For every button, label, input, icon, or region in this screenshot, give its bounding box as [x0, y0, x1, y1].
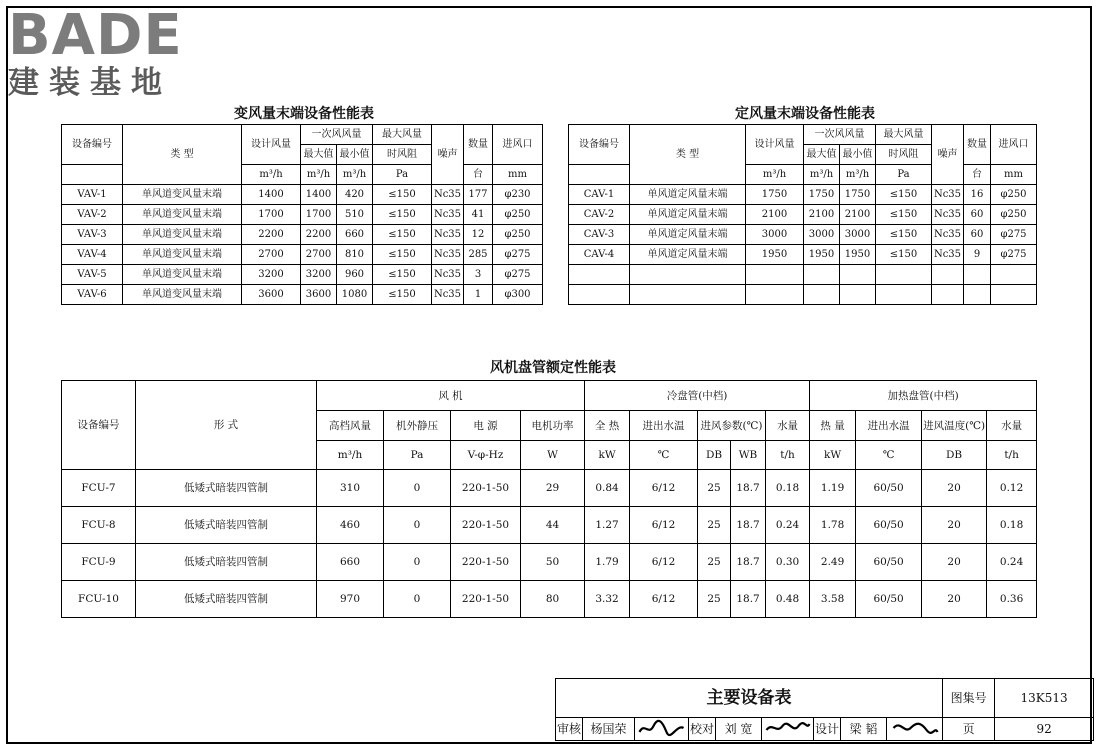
reviewer-signature — [635, 718, 689, 741]
table-cell: 单风道定风量末端 — [630, 245, 746, 265]
header-min-val: 最小值 — [840, 145, 876, 165]
table-cell: 460 — [317, 507, 384, 544]
table-cell: DB — [922, 441, 987, 470]
table-cell: φ230 — [493, 185, 543, 205]
table-cell: 0 — [384, 581, 451, 618]
table-cell: 1950 — [746, 245, 804, 265]
table-cell: ≤150 — [373, 245, 432, 265]
table-row — [569, 205, 1037, 225]
header-equip-no: 设备编号 — [62, 381, 136, 470]
table-cell: φ275 — [991, 225, 1037, 245]
table-cell: φ250 — [991, 185, 1037, 205]
table-cell: 29 — [521, 470, 585, 507]
header-water-temp: 进出水温 — [630, 411, 698, 441]
table-cell: V-φ-Hz — [451, 441, 521, 470]
table-row — [62, 544, 1037, 581]
table-cell: VAV-2 — [62, 205, 123, 225]
header-max-resist-1: 最大风量 — [373, 125, 432, 145]
table-cell: 60 — [964, 225, 991, 245]
table-cell: 3.32 — [585, 581, 630, 618]
table-cell: 单风道定风量末端 — [630, 205, 746, 225]
fcu-table-title: 风机盘管额定性能表 — [490, 360, 616, 376]
table-cell: 310 — [317, 470, 384, 507]
table-row — [569, 265, 1037, 285]
header-max-val: 最大值 — [301, 145, 337, 165]
table-cell: VAV-4 — [62, 245, 123, 265]
table-cell: φ300 — [493, 285, 543, 305]
table-cell: Nc35 — [432, 245, 464, 265]
table-cell: 1400 — [301, 185, 337, 205]
header-type: 类 型 — [123, 125, 242, 185]
table-cell: 0.18 — [766, 470, 810, 507]
atlas-label: 图集号 — [943, 679, 995, 718]
header-total-heat: 全 热 — [585, 411, 630, 441]
table-cell: 80 — [521, 581, 585, 618]
table-cell: 220-1-50 — [451, 470, 521, 507]
table-cell: 0.12 — [987, 470, 1037, 507]
header-ext-static: 机外静压 — [384, 411, 451, 441]
table-cell: 6/12 — [630, 544, 698, 581]
table-cell: 3000 — [746, 225, 804, 245]
table-cell: 3.58 — [810, 581, 856, 618]
checker-signature — [762, 718, 814, 741]
table-cell: 3600 — [301, 285, 337, 305]
table-cell: ≤150 — [373, 205, 432, 225]
table-cell: 285 — [464, 245, 493, 265]
table-cell: Pa — [384, 441, 451, 470]
table-cell: 低矮式暗装四管制 — [136, 470, 317, 507]
header-fan: 风 机 — [317, 381, 585, 411]
vav-table-title: 变风量末端设备性能表 — [234, 106, 374, 122]
header-max-val: 最大值 — [804, 145, 840, 165]
header-motor-power: 电机功率 — [521, 411, 585, 441]
header-noise: 噪声 — [432, 125, 464, 185]
table-cell: 20 — [922, 581, 987, 618]
table-cell: 1 — [464, 285, 493, 305]
table-cell: φ275 — [493, 245, 543, 265]
table-cell: 单风道变风量末端 — [123, 185, 242, 205]
table-cell: φ250 — [991, 205, 1037, 225]
table-cell: 60/50 — [856, 470, 922, 507]
header-heat-qty: 热 量 — [810, 411, 856, 441]
table-cell: 单风道变风量末端 — [123, 285, 242, 305]
table-cell: Nc35 — [932, 225, 964, 245]
table-cell: φ275 — [991, 245, 1037, 265]
table-cell: 2700 — [301, 245, 337, 265]
table-cell: Nc35 — [932, 205, 964, 225]
page-number: 92 — [995, 718, 1094, 741]
table-cell: 0.24 — [766, 507, 810, 544]
table-cell: 16 — [964, 185, 991, 205]
table-cell: 1700 — [242, 205, 301, 225]
review-label: 审核 — [556, 718, 583, 741]
table-cell: 0.30 — [766, 544, 810, 581]
table-cell: 0.36 — [987, 581, 1037, 618]
title-block — [555, 678, 1094, 741]
header-primary-air: 一次风风量 — [804, 125, 876, 145]
table-cell: 44 — [521, 507, 585, 544]
table-cell: 220-1-50 — [451, 544, 521, 581]
table-cell: 3600 — [242, 285, 301, 305]
unit-design-air: m³/h — [746, 165, 804, 185]
header-type: 类 型 — [630, 125, 746, 185]
table-row — [62, 265, 543, 285]
table-cell: 单风道变风量末端 — [123, 205, 242, 225]
table-cell: 0.18 — [987, 507, 1037, 544]
table-cell: 660 — [337, 225, 373, 245]
header-qty: 数量 — [964, 125, 991, 165]
table-cell: 25 — [698, 507, 731, 544]
table-cell: 60 — [964, 205, 991, 225]
table-cell: CAV-2 — [569, 205, 630, 225]
table-cell: VAV-1 — [62, 185, 123, 205]
unit-qty: 台 — [964, 165, 991, 185]
cav-table-title: 定风量末端设备性能表 — [735, 106, 875, 122]
table-row — [569, 225, 1037, 245]
table-cell: 60/50 — [856, 544, 922, 581]
unit-max-val: m³/h — [804, 165, 840, 185]
logo — [8, 3, 216, 104]
table-cell: 0 — [384, 544, 451, 581]
header-high-air: 高档风量 — [317, 411, 384, 441]
table-cell: φ250 — [493, 205, 543, 225]
header-power-supply: 电 源 — [451, 411, 521, 441]
table-cell: 0 — [384, 470, 451, 507]
logo-subtitle: 建装基地 — [8, 65, 172, 101]
table-cell: φ250 — [493, 225, 543, 245]
table-cell: ≤150 — [876, 245, 932, 265]
header-design-air: 设计风量 — [242, 125, 301, 165]
table-cell: 低矮式暗装四管制 — [136, 544, 317, 581]
table-cell: 20 — [922, 507, 987, 544]
table-cell: 18.7 — [731, 544, 766, 581]
header-qty: 数量 — [464, 125, 493, 165]
table-cell: 2700 — [242, 245, 301, 265]
table-cell: 1080 — [337, 285, 373, 305]
header-heat-water-temp: 进出水温 — [856, 411, 922, 441]
checker-name: 刘 宽 — [716, 718, 762, 741]
table-cell: 25 — [698, 581, 731, 618]
table-row — [62, 470, 1037, 507]
table-cell: 2100 — [840, 205, 876, 225]
table-row — [62, 185, 543, 205]
table-cell: ℃ — [630, 441, 698, 470]
table-cell: 1400 — [242, 185, 301, 205]
table-row — [62, 507, 1037, 544]
table-cell: 1.78 — [810, 507, 856, 544]
table-cell: Nc35 — [432, 285, 464, 305]
table-cell: VAV-6 — [62, 285, 123, 305]
table-cell: 3200 — [242, 265, 301, 285]
table-cell: kW — [810, 441, 856, 470]
table-cell: 3 — [464, 265, 493, 285]
table-cell: 960 — [337, 265, 373, 285]
table-cell: 25 — [698, 544, 731, 581]
table-cell: 低矮式暗装四管制 — [136, 581, 317, 618]
header-inlet: 进风口 — [493, 125, 543, 165]
table-cell: FCU-10 — [62, 581, 136, 618]
table-cell: WB — [731, 441, 766, 470]
header-max-resist-2: 时风阻 — [373, 145, 432, 165]
unit-qty: 台 — [464, 165, 493, 185]
table-cell: 510 — [337, 205, 373, 225]
table-row — [62, 581, 1037, 618]
table-cell: W — [521, 441, 585, 470]
vav-table — [61, 124, 543, 305]
table-cell: 1700 — [301, 205, 337, 225]
table-cell: CAV-4 — [569, 245, 630, 265]
table-cell: VAV-3 — [62, 225, 123, 245]
table-row — [62, 225, 543, 245]
table-cell: 1.27 — [585, 507, 630, 544]
table-cell: 单风道变风量末端 — [123, 225, 242, 245]
table-cell: 3000 — [804, 225, 840, 245]
check-label: 校对 — [689, 718, 716, 741]
table-cell: FCU-9 — [62, 544, 136, 581]
table-cell: ≤150 — [876, 225, 932, 245]
unit-min-val: m³/h — [840, 165, 876, 185]
header-inlet-air: 进风参数(℃) — [698, 411, 766, 441]
page-label: 页 — [943, 718, 995, 741]
header-equip-no: 设备编号 — [62, 125, 123, 165]
table-cell: 0.24 — [987, 544, 1037, 581]
table-row — [62, 205, 543, 225]
table-cell: 660 — [317, 544, 384, 581]
table-cell: 2200 — [242, 225, 301, 245]
table-row — [569, 245, 1037, 265]
table-cell: 1750 — [804, 185, 840, 205]
table-cell: 单风道定风量末端 — [630, 185, 746, 205]
table-cell: DB — [698, 441, 731, 470]
table-cell: ≤150 — [373, 185, 432, 205]
table-cell: 2.49 — [810, 544, 856, 581]
table-cell: 60/50 — [856, 581, 922, 618]
table-cell: 25 — [698, 470, 731, 507]
table-cell: FCU-7 — [62, 470, 136, 507]
table-cell: 9 — [964, 245, 991, 265]
table-cell: 1950 — [804, 245, 840, 265]
table-cell: CAV-3 — [569, 225, 630, 245]
table-cell: 20 — [922, 544, 987, 581]
designer-name: 梁 韬 — [841, 718, 887, 741]
header-form: 形 式 — [136, 381, 317, 470]
table-cell: 220-1-50 — [451, 507, 521, 544]
table-cell: 2100 — [804, 205, 840, 225]
table-cell: 单风道定风量末端 — [630, 225, 746, 245]
table-cell: 单风道变风量末端 — [123, 245, 242, 265]
table-cell: 18.7 — [731, 507, 766, 544]
drawing-title: 主要设备表 — [556, 679, 943, 718]
table-cell: 1950 — [840, 245, 876, 265]
table-cell: t/h — [987, 441, 1037, 470]
table-cell: 20 — [922, 470, 987, 507]
table-cell: Nc35 — [432, 265, 464, 285]
table-cell: 0 — [384, 507, 451, 544]
table-cell: 12 — [464, 225, 493, 245]
unit-resist: Pa — [876, 165, 932, 185]
table-cell: 1750 — [746, 185, 804, 205]
unit-min-val: m³/h — [337, 165, 373, 185]
atlas-number: 13K513 — [995, 679, 1094, 718]
table-cell: 18.7 — [731, 470, 766, 507]
unit-design-air: m³/h — [242, 165, 301, 185]
header-primary-air: 一次风风量 — [301, 125, 373, 145]
table-cell: 6/12 — [630, 581, 698, 618]
table-cell: Nc35 — [932, 185, 964, 205]
header-min-val: 最小值 — [337, 145, 373, 165]
table-row — [569, 185, 1037, 205]
table-cell: Nc35 — [932, 245, 964, 265]
header-heating: 加热盘管(中档) — [810, 381, 1037, 411]
table-cell: t/h — [766, 441, 810, 470]
table-cell: kW — [585, 441, 630, 470]
table-cell: CAV-1 — [569, 185, 630, 205]
table-cell: ≤150 — [373, 285, 432, 305]
table-cell: 810 — [337, 245, 373, 265]
unit-resist: Pa — [373, 165, 432, 185]
table-cell: 18.7 — [731, 581, 766, 618]
table-row — [569, 285, 1037, 305]
table-cell: FCU-8 — [62, 507, 136, 544]
header-equip-no: 设备编号 — [569, 125, 630, 165]
table-cell: ≤150 — [876, 205, 932, 225]
table-cell: Nc35 — [432, 225, 464, 245]
table-cell: 6/12 — [630, 507, 698, 544]
cav-table — [568, 124, 1037, 305]
table-cell: 420 — [337, 185, 373, 205]
header-heat-water-flow: 水量 — [987, 411, 1037, 441]
table-cell: ≤150 — [373, 265, 432, 285]
table-cell: 低矮式暗装四管制 — [136, 507, 317, 544]
table-cell: 60/50 — [856, 507, 922, 544]
table-cell: 3000 — [840, 225, 876, 245]
table-cell: Nc35 — [432, 205, 464, 225]
table-cell: 41 — [464, 205, 493, 225]
table-cell: ≤150 — [876, 185, 932, 205]
table-cell: 1.79 — [585, 544, 630, 581]
table-cell: VAV-5 — [62, 265, 123, 285]
table-cell: 3200 — [301, 265, 337, 285]
header-noise: 噪声 — [932, 125, 964, 185]
table-cell: 2200 — [301, 225, 337, 245]
table-cell: ℃ — [856, 441, 922, 470]
table-cell: 0.48 — [766, 581, 810, 618]
header-max-resist-2: 时风阻 — [876, 145, 932, 165]
table-cell: ≤150 — [373, 225, 432, 245]
unit-inlet: mm — [493, 165, 543, 185]
table-cell: 1750 — [840, 185, 876, 205]
table-row — [62, 285, 543, 305]
table-cell: 970 — [317, 581, 384, 618]
design-label: 设计 — [814, 718, 841, 741]
table-cell: 单风道变风量末端 — [123, 265, 242, 285]
header-inlet: 进风口 — [991, 125, 1037, 165]
table-cell: 220-1-50 — [451, 581, 521, 618]
unit-max-val: m³/h — [301, 165, 337, 185]
table-cell: 6/12 — [630, 470, 698, 507]
table-cell: 0.84 — [585, 470, 630, 507]
fcu-table — [61, 380, 1037, 618]
designer-signature — [887, 718, 943, 741]
header-inlet-air-temp: 进风温度(℃) — [922, 411, 987, 441]
table-cell: φ275 — [493, 265, 543, 285]
reviewer-name: 杨国荣 — [583, 718, 635, 741]
table-cell: 50 — [521, 544, 585, 581]
table-cell: 1.19 — [810, 470, 856, 507]
table-cell: 2100 — [746, 205, 804, 225]
header-design-air: 设计风量 — [746, 125, 804, 165]
table-cell: m³/h — [317, 441, 384, 470]
header-max-resist-1: 最大风量 — [876, 125, 932, 145]
table-cell: 177 — [464, 185, 493, 205]
unit-inlet: mm — [991, 165, 1037, 185]
logo-brand: BADE — [8, 3, 183, 68]
header-water-flow: 水量 — [766, 411, 810, 441]
table-cell: Nc35 — [432, 185, 464, 205]
table-row — [62, 245, 543, 265]
header-cooling: 冷盘管(中档) — [585, 381, 810, 411]
